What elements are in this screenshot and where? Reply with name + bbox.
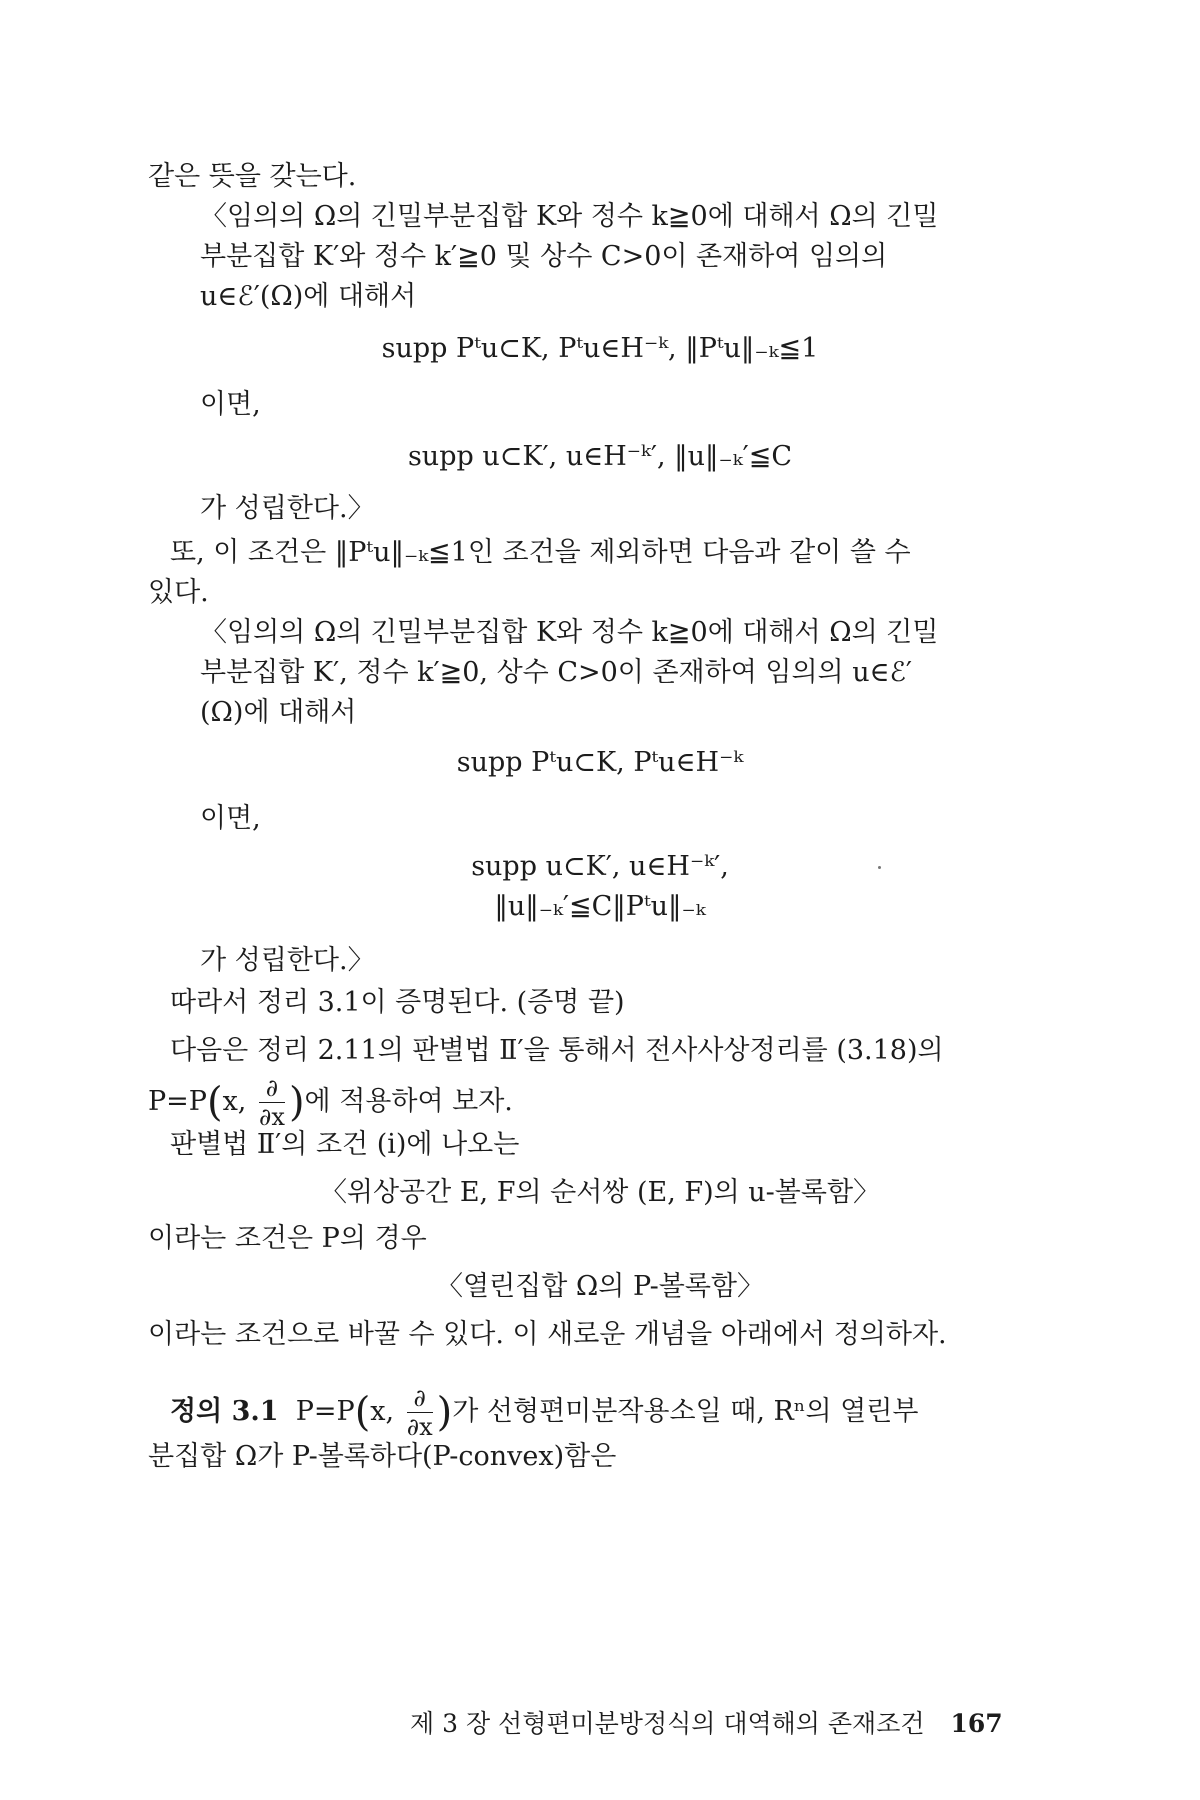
text-line: 가 성립한다.〉: [200, 493, 375, 524]
display-formula: supp u⊂K′, u∈H⁻ᵏ′, ‖u‖₋ₖ′≦C: [407, 441, 793, 472]
formula-line: [148, 1076, 513, 1129]
text-line: 이면,: [200, 803, 261, 834]
formula-lhs: P=P: [295, 1396, 355, 1427]
partial-derivative-fraction: [259, 1076, 285, 1129]
formula-lhs: P=P: [148, 1086, 207, 1117]
formula-close-paren: ): [288, 1079, 305, 1126]
text-line: 부분집합 K′, 정수 k′≧0, 상수 C>0이 존재하여 임의의 u∈ℰ′: [200, 657, 913, 688]
formula-close-paren: ): [436, 1389, 453, 1436]
text-line: 판별법 Ⅱ′의 조건 (i)에 나오는: [170, 1129, 520, 1160]
definition-rest: 가 선형편미분작용소일 때, Rⁿ의 열린부: [452, 1396, 919, 1427]
text-line: 〈임의의 Ω의 긴밀부분집합 K와 정수 k≧0에 대해서 Ω의 긴밀: [200, 617, 939, 648]
formula-variable: x,: [370, 1396, 395, 1427]
fraction-denominator: ∂x: [406, 1413, 433, 1441]
formula-open-paren: (: [354, 1389, 371, 1436]
fraction-numerator: ∂: [259, 1076, 285, 1103]
text-line: (Ω)에 대해서: [200, 697, 357, 728]
definition-line: [170, 1386, 918, 1439]
display-text: 〈위상공간 E, F의 순서쌍 (E, F)의 u-볼록함〉: [319, 1177, 881, 1208]
text-line: 이라는 조건으로 바꿀 수 있다. 이 새로운 개념을 아래에서 정의하자.: [148, 1319, 947, 1350]
page-number: 167: [950, 1709, 1003, 1738]
text-line: 이라는 조건은 P의 경우: [148, 1223, 427, 1254]
text-line: 이면,: [200, 389, 261, 420]
formula-rest: 에 적용하여 보자.: [304, 1086, 513, 1117]
display-formula: supp Pᵗu⊂K, Pᵗu∈H⁻ᵏ, ‖Pᵗu‖₋ₖ≦1: [381, 333, 819, 364]
text-line: 같은 뜻을 갖는다.: [148, 161, 357, 192]
text-line: 부분집합 K′와 정수 k′≧0 및 상수 C>0이 존재하여 임의의: [200, 241, 888, 272]
formula-open-paren: (: [206, 1079, 223, 1126]
definition-label: 정의 3.1: [170, 1396, 279, 1427]
chapter-title: 제 3 장 선형편미분방정식의 대역해의 존재조건: [410, 1709, 925, 1738]
text-line: 또, 이 조건은 ‖Pᵗu‖₋ₖ≦1인 조건을 제외하면 다음과 같이 쓸 수: [170, 537, 911, 568]
display-text: 〈열린집합 Ω의 P-볼록함〉: [435, 1271, 765, 1302]
display-formula: ‖u‖₋ₖ′≦C‖Pᵗu‖₋ₖ: [494, 891, 706, 922]
fraction-numerator: ∂: [407, 1386, 433, 1413]
page-footer: [410, 1708, 1003, 1740]
text-line: 다음은 정리 2.11의 판별법 Ⅱ′을 통해서 전사사상정리를 (3.18)의: [170, 1035, 944, 1066]
fraction-denominator: ∂x: [258, 1103, 285, 1131]
text-line: 가 성립한다.〉: [200, 945, 375, 976]
speck-dot: [878, 866, 881, 869]
display-formula: supp u⊂K′, u∈H⁻ᵏ′,: [471, 851, 729, 882]
formula-variable: x,: [222, 1086, 247, 1117]
text-line: 있다.: [148, 577, 209, 608]
text-line: 분집합 Ω가 P-볼록하다(P-convex)함은: [148, 1441, 617, 1472]
text-line: u∈ℰ′(Ω)에 대해서: [200, 281, 417, 312]
partial-derivative-fraction: [407, 1386, 433, 1439]
text-line: 따라서 정리 3.1이 증명된다. (증명 끝): [170, 987, 625, 1018]
text-line: 〈임의의 Ω의 긴밀부분집합 K와 정수 k≧0에 대해서 Ω의 긴밀: [200, 201, 939, 232]
display-formula: supp Pᵗu⊂K, Pᵗu∈H⁻ᵏ: [456, 747, 744, 778]
